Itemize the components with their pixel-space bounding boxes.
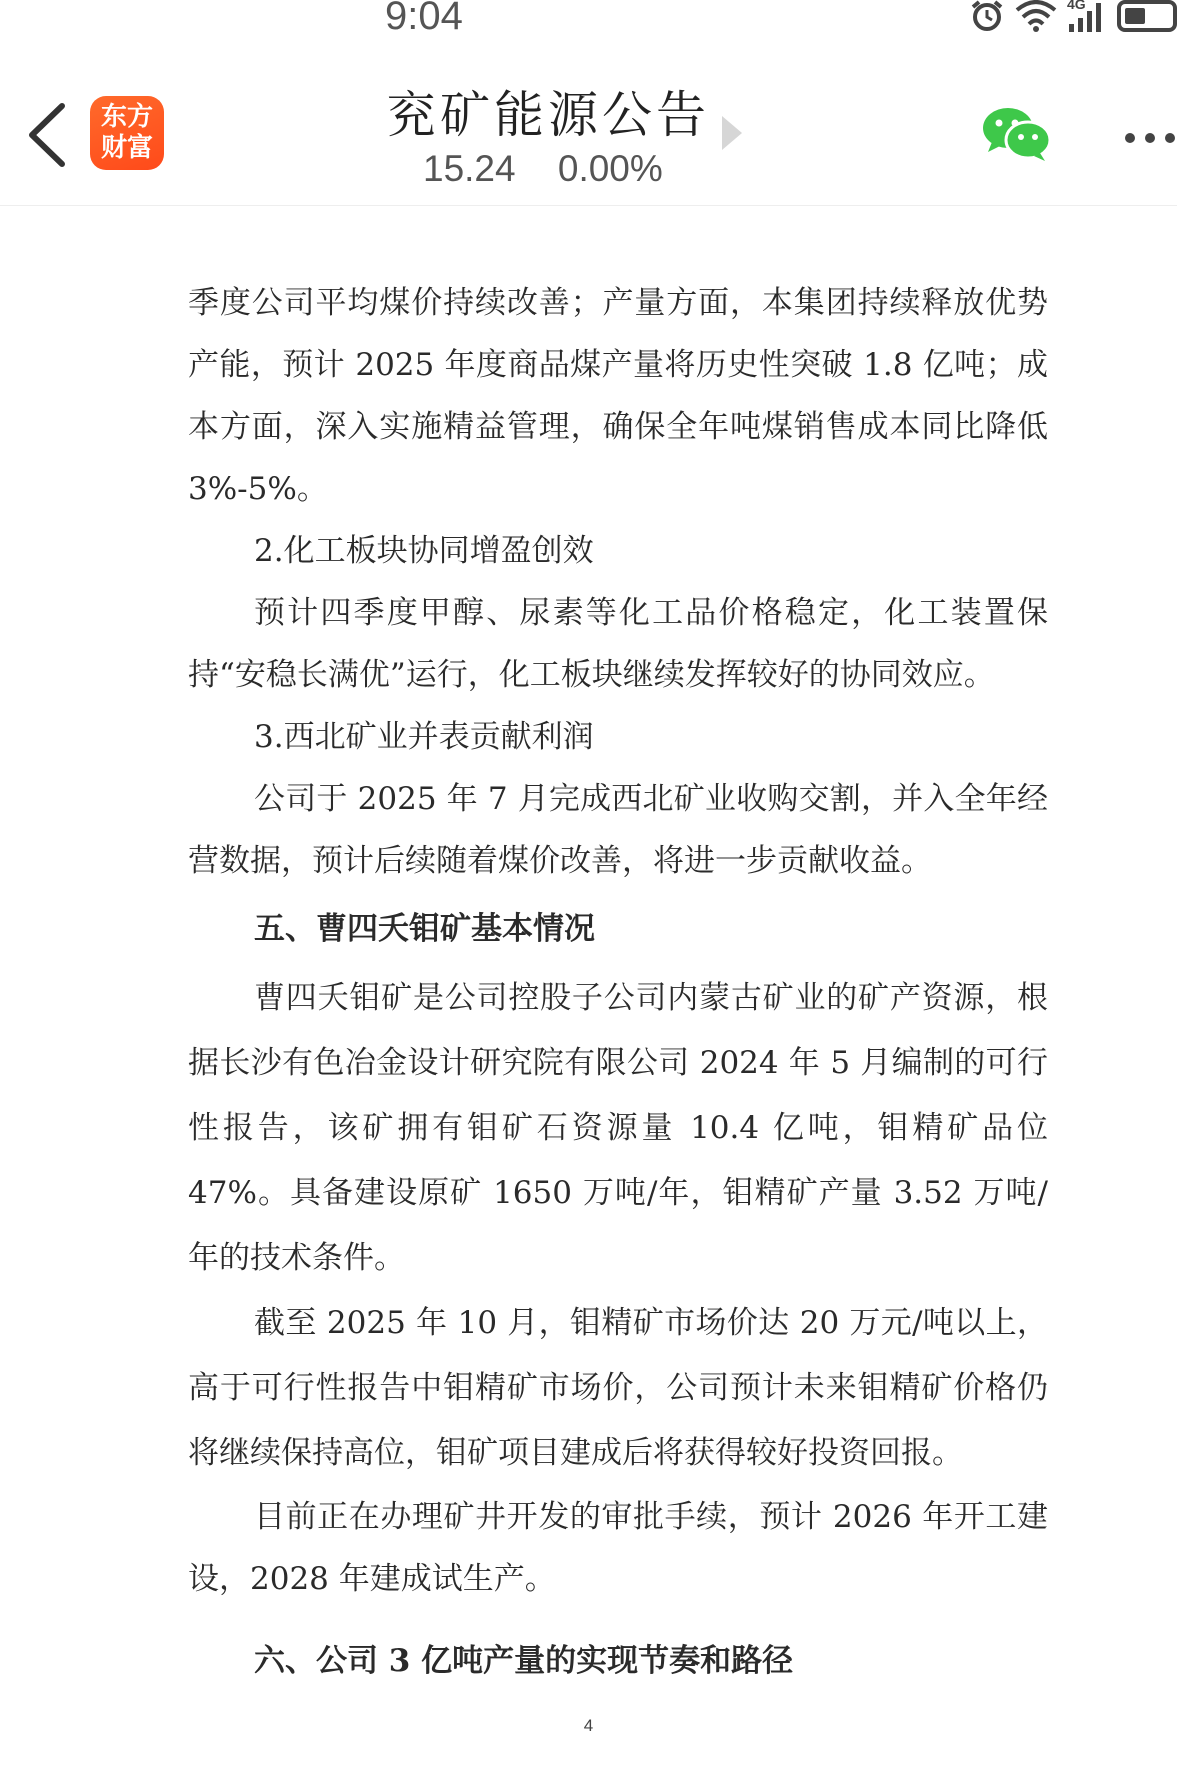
network-label: 4G: [1067, 0, 1086, 12]
wechat-share-icon[interactable]: [982, 106, 1052, 162]
subheading-northwest: 3.西北矿业并表贡献利润: [254, 719, 594, 755]
paragraph-molybdenum-schedule: 目前正在办理矿井开发的审批手续，预计 2026 年开工建设，2028 年建成试生产。: [188, 1499, 1048, 1597]
status-bar: [0, 0, 1177, 38]
paragraph-chemical: 预计四季度甲醇、尿素等化工品价格稳定，化工装置保持“安稳长满优”运行，化工板块继续发挥较好的协同效应。: [188, 595, 1048, 693]
paragraph-molybdenum-resource: 曹四夭钼矿是公司控股子公司内蒙古矿业的矿产资源，根据长沙有色冶金设计研究院有限公司 2024 年 5 月编制的可行性报告，该矿拥有钼矿石资源量 10.4 亿吨，钼精矿品位 47%。具备建设原矿 1650 万吨/年，钼精矿产量 3.52 万吨/年的技术条件。: [188, 980, 1048, 1276]
section-heading-6: 六、公司 3 亿吨产量的实现节奏和路径: [254, 1643, 794, 1679]
paragraph-molybdenum-price: 截至 2025 年 10 月，钼精矿市场价达 20 万元/吨以上，高于可行性报告中钼精矿市场价，公司预计未来钼精矿价格仍将继续保持高位，钼矿项目建成后将获得较好投资回报。: [188, 1305, 1048, 1471]
logo-line-2: 财富: [100, 133, 153, 163]
page-title: 兖矿能源公告: [386, 86, 710, 144]
logo-line-1: 东方: [100, 102, 153, 132]
status-icons: [969, 0, 1177, 32]
more-icon[interactable]: [1122, 130, 1177, 146]
stock-price: 15.24: [423, 148, 516, 189]
stock-change: 0.00%: [557, 148, 663, 189]
back-icon[interactable]: [24, 100, 70, 170]
signal-icon: [1067, 0, 1107, 32]
announcement-document: [188, 272, 1048, 1692]
paragraph-coal: 季度公司平均煤价持续改善；产量方面，本集团持续释放优势产能，预计 2025 年度商品煤产量将历史性突破 1.8 亿吨；成本方面，深入实施精益管理，确保全年吨煤销售成本同比降低 3%-5%。: [188, 285, 1048, 507]
stock-quote: [423, 148, 695, 190]
alarm-icon: [969, 0, 1005, 33]
subheading-chemical: 2.化工板块协同增盈创效: [254, 533, 594, 569]
expand-arrow-icon[interactable]: [722, 116, 742, 150]
app-header: [0, 70, 1177, 206]
battery-icon: [1117, 0, 1177, 32]
page-number: 4: [583, 1716, 594, 1735]
app-logo[interactable]: [90, 96, 164, 170]
wifi-icon: [1015, 0, 1057, 32]
section-heading-5: 五、曹四夭钼矿基本情况: [254, 911, 595, 947]
status-time: 9:04: [385, 0, 463, 38]
paragraph-northwest: 公司于 2025 年 7 月完成西北矿业收购交割，并入全年经营数据，预计后续随着煤价改善，将进一步贡献收益。: [188, 781, 1048, 879]
